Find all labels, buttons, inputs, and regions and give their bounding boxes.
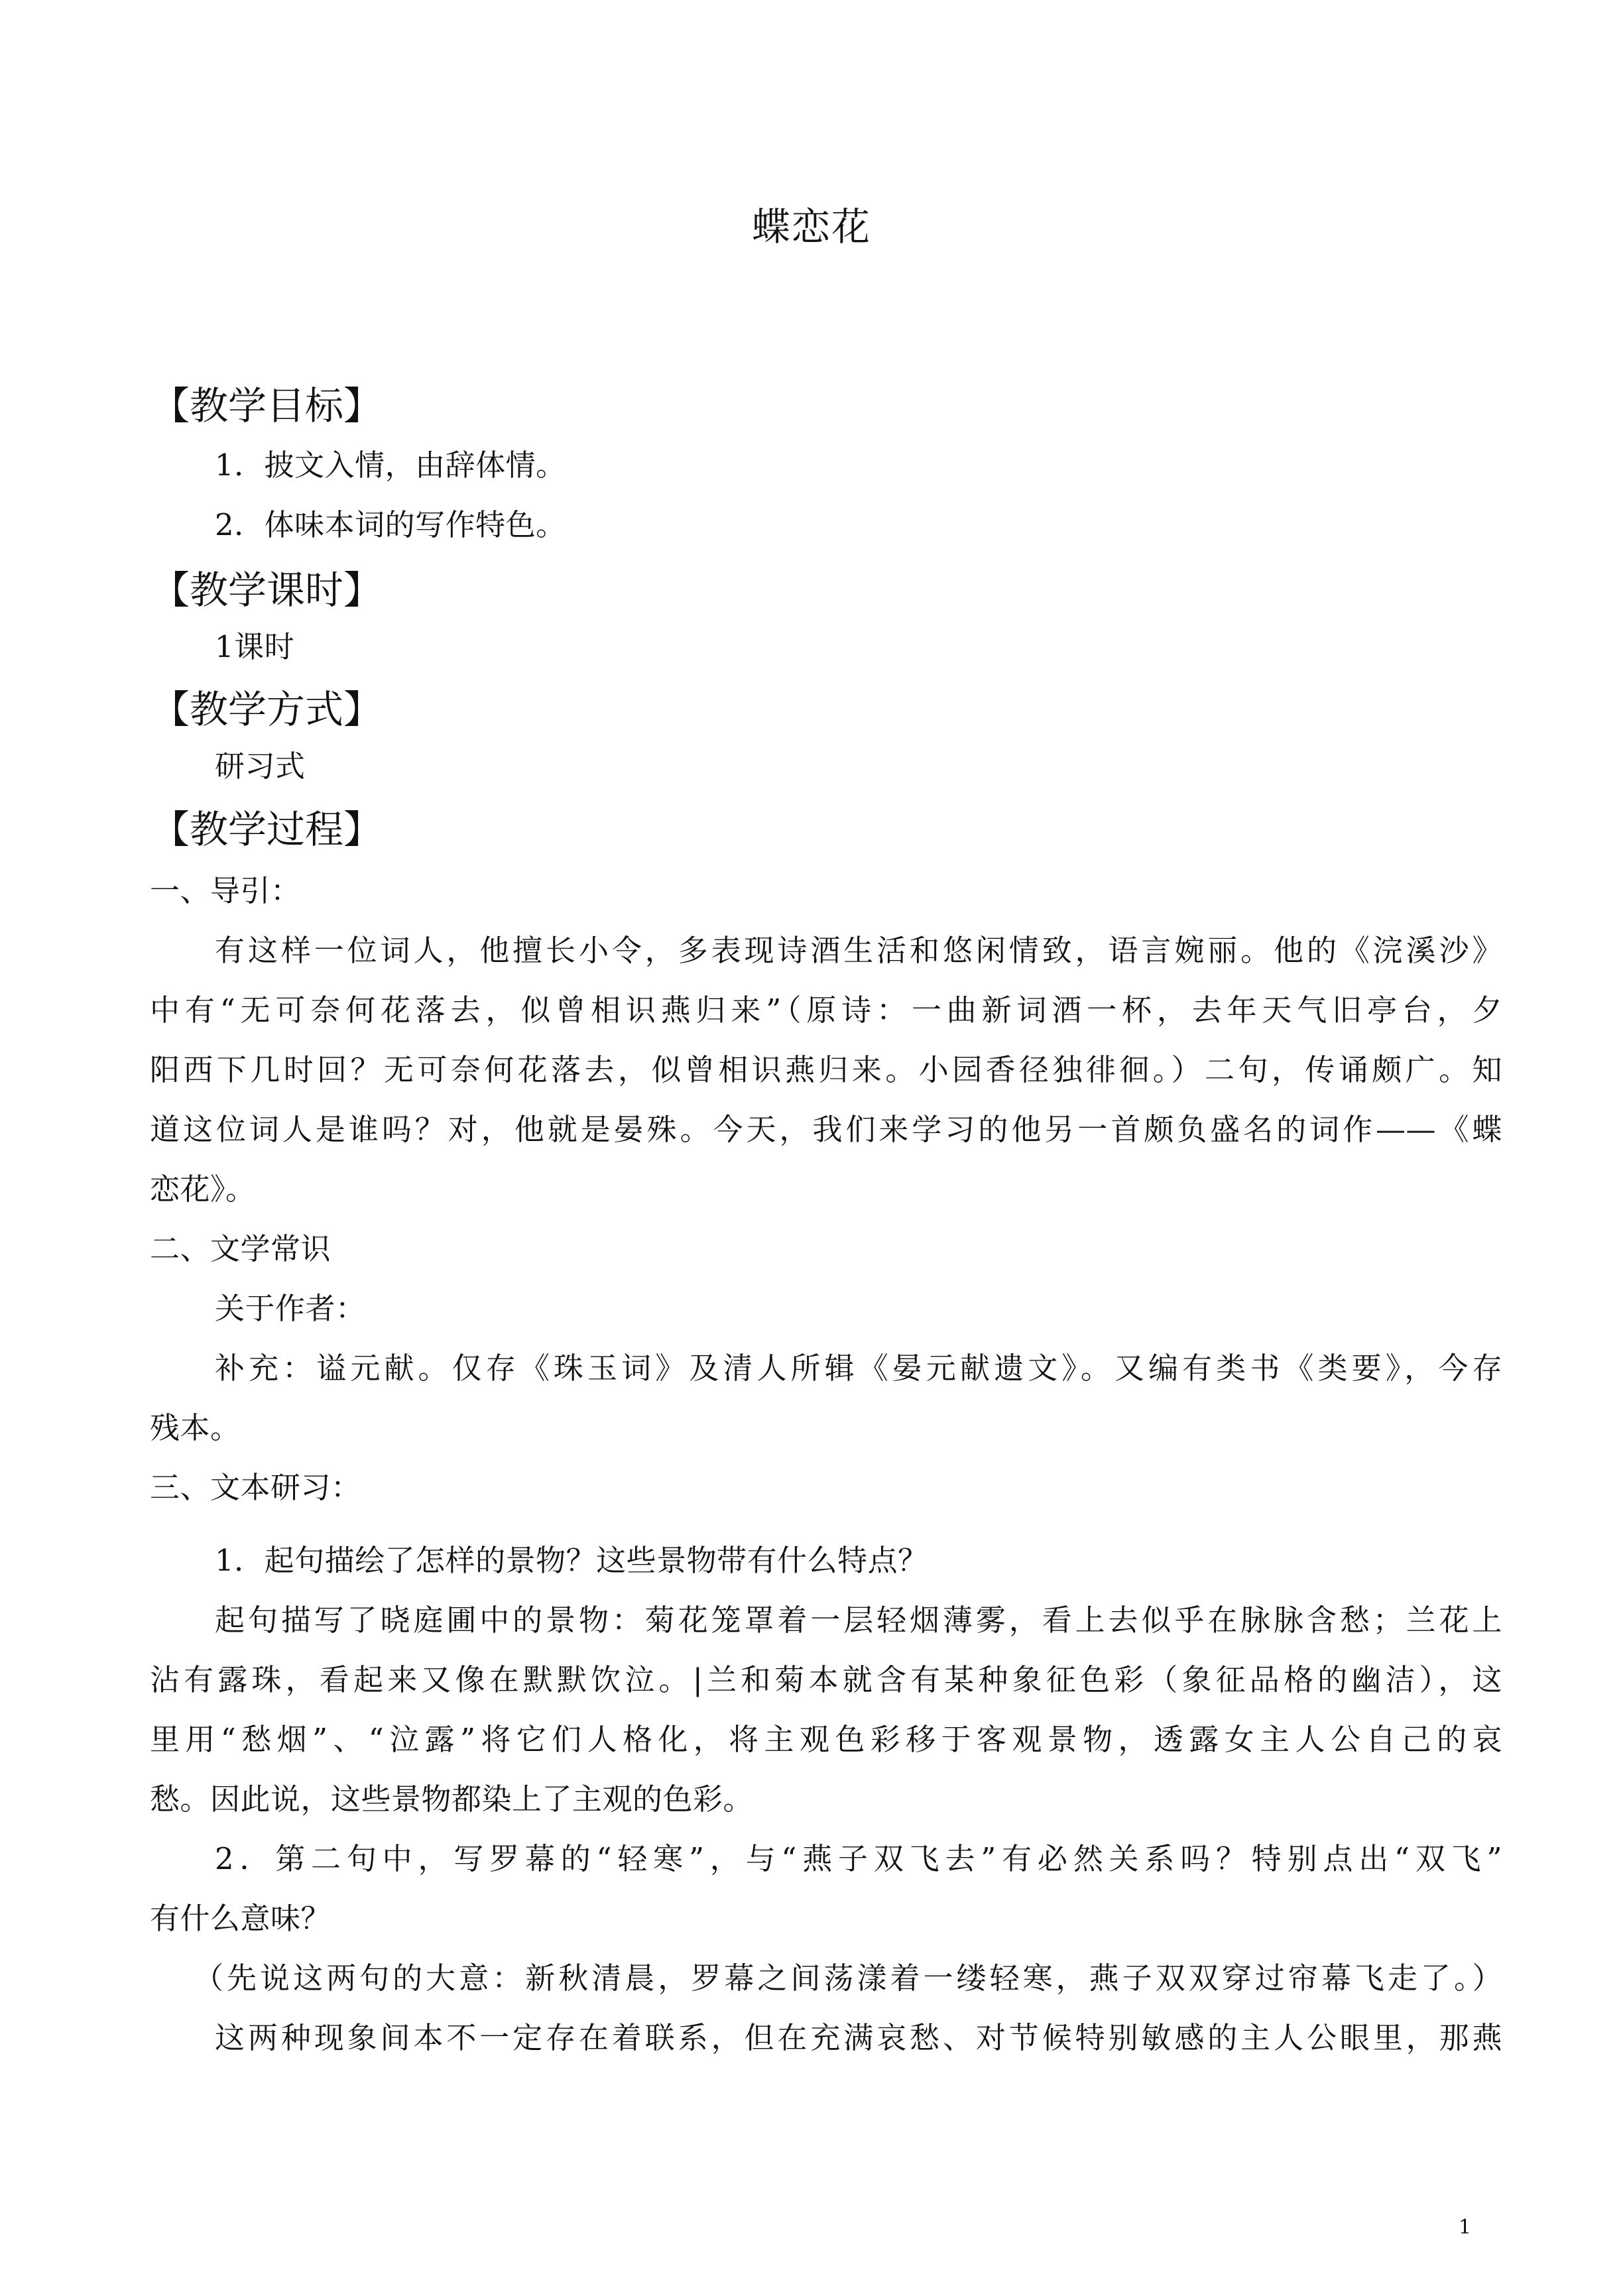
answer-1-line: 起句描写了晓庭圃中的景物：菊花笼罩着一层轻烟薄雾，看上去似乎在脉脉含愁；兰花上 <box>215 1602 1502 1638</box>
section-heading-goals: 【教学目标】 <box>151 383 383 428</box>
literature-heading: 二、文学常识 <box>150 1231 331 1266</box>
page-title: 蝶恋花 <box>751 204 871 249</box>
answer-1-line: 愁。因此说，这些景物都染上了主观的色彩。 <box>150 1782 754 1817</box>
hours-text: 1课时 <box>215 629 295 664</box>
answer-2-line: 这两种现象间本不一定存在着联系，但在充满哀愁、对节候特别敏感的主人公眼里，那燕 <box>215 2020 1502 2055</box>
supplement-line: 补充：谥元献。仅存《珠玉词》及清人所辑《晏元献遗文》。又编有类书《类要》，今存 <box>215 1351 1502 1386</box>
goal-item: 1．披文入情，由辞体情。 <box>215 448 566 483</box>
section-heading-process: 【教学过程】 <box>151 807 383 852</box>
answer-1-line: 沾有露珠，看起来又像在默默饮泣。|兰和菊本就含有某种象征色彩（象征品格的幽洁），这 <box>150 1662 1502 1697</box>
intro-line: 阳西下几时回？无可奈何花落去，似曾相识燕归来。小园香径独徘徊。）二句，传诵颇广。知 <box>150 1052 1502 1087</box>
section-heading-method: 【教学方式】 <box>151 687 383 732</box>
intro-line: 中有“无可奈何花落去，似曾相识燕归来”（原诗：一曲新词酒一杯，去年天气旧亭台，夕 <box>150 993 1502 1028</box>
intro-line: 道这位词人是谁吗？对，他就是晏殊。今天，我们来学习的他另一首颇负盛名的词作——《蝶 <box>150 1112 1502 1147</box>
supplement-line: 残本。 <box>150 1410 241 1445</box>
question-1: 1．起句描绘了怎样的景物？这些景物带有什么特点？ <box>215 1543 928 1578</box>
section-heading-hours: 【教学课时】 <box>151 568 383 613</box>
question-2-line: 有什么意味？ <box>150 1901 331 1936</box>
question-2-line: 2．第二句中，写罗幕的“轻寒”，与“燕子双飞去”有必然关系吗？特别点出“双飞” <box>215 1841 1502 1876</box>
method-text: 研习式 <box>215 749 306 784</box>
answer-1-line: 里用“愁烟”、“泣露”将它们人格化，将主观色彩移于客观景物，透露女主人公自己的哀 <box>150 1722 1502 1757</box>
author-label: 关于作者： <box>215 1291 366 1326</box>
page-number: 1 <box>1459 2216 1472 2239</box>
study-heading: 三、文本研习： <box>150 1470 361 1505</box>
intro-line: 有这样一位词人，他擅长小令，多表现诗酒生活和悠闲情致，语言婉丽。他的《浣溪沙》 <box>215 933 1502 968</box>
answer-2-paren: （先说这两句的大意：新秋清晨，罗幕之间荡漾着一缕轻寒，燕子双双穿过帘幕飞走了。） <box>194 1961 1502 1996</box>
goal-item: 2．体味本词的写作特色。 <box>215 507 566 542</box>
intro-heading: 一、导引： <box>150 873 301 908</box>
intro-line: 恋花》。 <box>150 1172 256 1207</box>
